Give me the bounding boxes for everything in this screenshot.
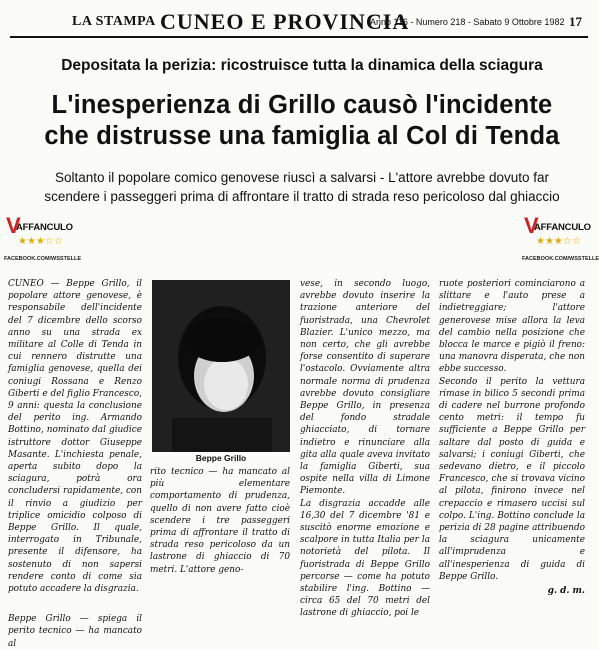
watermark-badge-right	[522, 213, 599, 269]
badge-brand: AFFANCULO	[16, 222, 73, 233]
page-number: 17	[569, 14, 582, 29]
v-logo-icon: V	[524, 213, 539, 238]
v-logo-icon: V	[6, 213, 21, 238]
badge-url: FACEBOOK.COM/WSSTELLE	[522, 256, 599, 262]
article-headline	[14, 90, 590, 152]
stars-icon: ★★★☆☆	[536, 236, 581, 247]
section-title: CUNEO E PROVINCIA	[160, 9, 410, 34]
article-column-4	[439, 278, 585, 597]
badge-brand: AFFANCULO	[534, 222, 591, 233]
article-kicker: Depositata la perizia: ricostruisce tutta la dinamica della sciagura	[61, 57, 543, 74]
article-subhead	[22, 168, 582, 206]
newspaper-logo: LA STAMPA	[72, 14, 156, 29]
portrait-photo	[152, 280, 290, 452]
paragraph: vese, in secondo luogo, avrebbe dovuto inserire la trazione anteriore del fuoristrada, una Chevrolet Blazier. L'unico mezzo, ma non certo, che gli avrebbe forse consentito di superare l'ostacolo. Ovviamente altra normale norma di prudenza avrebbe dovuto consigliare Beppe Grillo, in presenza del fondo stradale ghiacciato, di tornare indietro e rinunciare alla gita alla quale aveva invitato la famiglia Giberti, sua ospite nella villa di Limone Piemonte.	[300, 279, 430, 497]
headline-line-2: che distrusse una famiglia al Col di Tenda	[44, 122, 560, 150]
paragraph: rito tecnico — ha mancato al più elementare comportamento di prudenza, quello di non avere fatto cioè scendere i tre passeggeri prima di affrontare il tratto di strada reso pericoloso da un lastrone di ghiaccio di 70 metri. L'attore geno-	[150, 467, 290, 575]
subhead-line-2: scendere i passeggeri prima di affrontare il tratto di strada reso pericoloso dal ghiaccio	[44, 189, 560, 204]
paragraph: La disgrazia accadde alle 16,30 del 7 dicembre '81 e suscitò enorme emozione e scalpore in tutta Italia per la notorietà del pilota. Il fuoristrada di Beppe Grillo percorse — come ha potuto stabilire l'ing. Bottino — circa 65 del 70 metri del lastrone di ghiaccio, poi le	[300, 498, 430, 619]
subhead-line-1: Soltanto il popolare comico genovese riuscì a salvarsi - L'attore avrebbe dovuto far	[54, 170, 550, 185]
headline-line-1: L'inesperienza di Grillo causò l'incidente	[51, 91, 553, 119]
author-signature: g. d. m.	[547, 586, 585, 597]
paragraph: Secondo il perito la vettura rimase in bilico 5 secondi prima di cadere nel burrone profondo cento metri: il tempo fu sufficiente a Beppe Grillo per saltare dal posto di guida e salvarsi; i coniugi Giberti, che sedevano dietro, e il piccolo Francesco, che si trovava vicino al pilota, finirono invece nel crepaccio e rimasero uccisi sul colpo. L'ing. Bottino conclude la perizia di 28 pagine attribuendo la sciagura unicamente all'imprudenza e all'inesperienza di guida di Beppe Grillo.	[439, 376, 585, 582]
paragraph: CUNEO — Beppe Grillo, il popolare attore genovese, è responsabile dell'incidente del 7 dicembre dello scorso anno su una strada ex militare al Colle di Tenda in cui rennero distrutte una famiglia genovese, quella dei coniugi Rossana e Renzo Giberti e del figlio Francesco, 9 anni: questa la conclusione del perito ing. Armando Bottino, nominato dal giudice istruttore dottor Giuseppe Masante. L'inchiesta penale, aperta subito dopo la sciagura, potrà ora concludersi rapidamente, con il rinvio a giudizio per triplice omicidio colposo di Beppe Grillo. Il quale, interrogato in Tribunale, presente il difensore, ha sostenuto di non sapersi rendere conto di come sia potuto accadere la disgrazia.	[8, 279, 142, 595]
article-column-3	[300, 278, 430, 619]
masthead	[10, 8, 588, 38]
issue-info: Anno 116 - Numero 218 - Sabato 9 Ottobre 1982	[370, 17, 565, 27]
paragraph: ruote posteriori cominciarono a slittare e l'auto prese a indietreggiare; l'attore generovese mise allora la leva del cambio nella posizione che blocca le marce e pigiò il freno: una manovra disperata, che non ebbe successo.	[439, 279, 585, 375]
stars-icon: ★★★☆☆	[18, 236, 63, 247]
article-column-1	[8, 278, 142, 649]
article-column-2	[150, 466, 290, 575]
badge-url: FACEBOOK.COM/WSSTELLE	[4, 256, 81, 262]
photo-caption: Beppe Grillo	[152, 452, 290, 464]
paragraph: Beppe Grillo — spiega il perito tecnico — ha mancato al	[8, 614, 142, 649]
watermark-badge-left	[4, 213, 81, 269]
